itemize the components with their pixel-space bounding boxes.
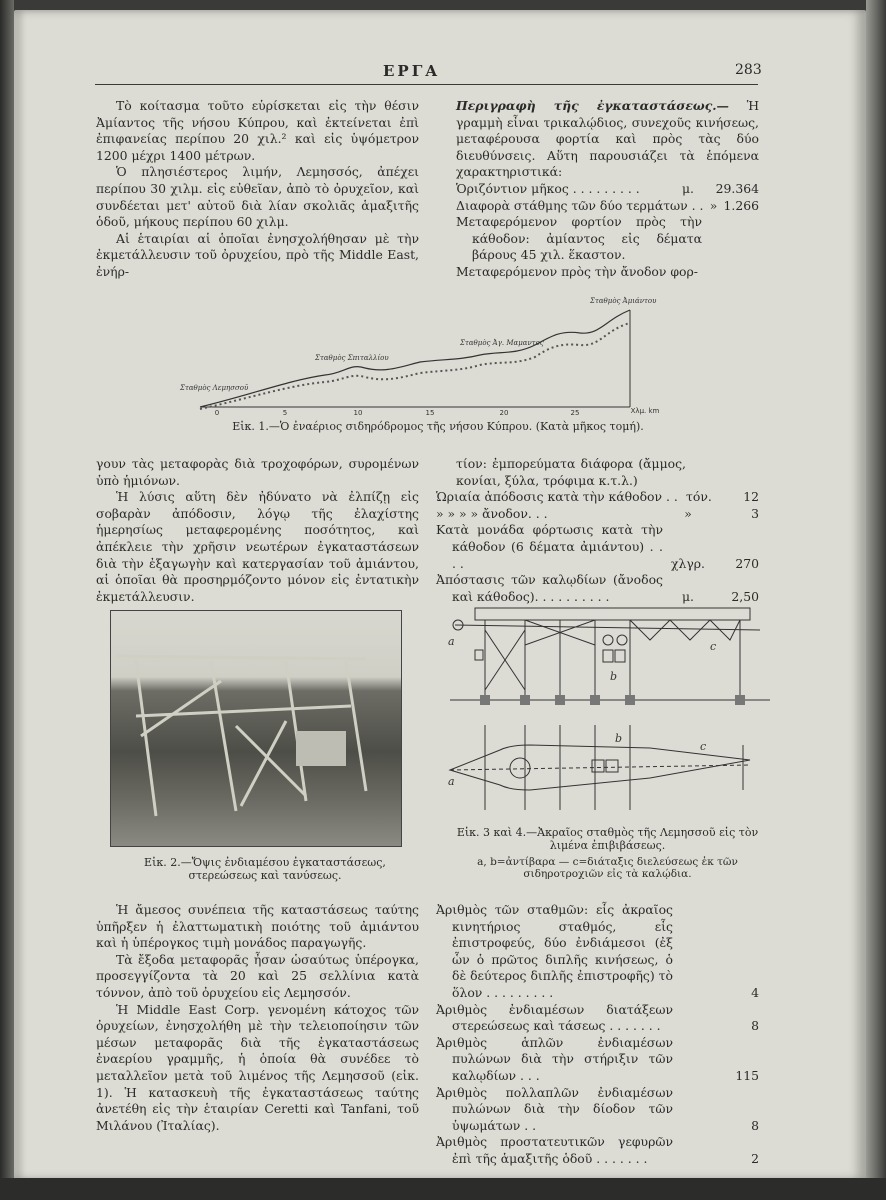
label-b: b <box>615 732 623 745</box>
spec-row: Διαφορὰ στάθμης τῶν δύο τερμάτων . . » 1.266 <box>456 197 759 213</box>
paragraph: Ἡ Middle East Corp. γενομένη κάτοχος τῶν ὀρυχείων, ἐνησχολήθη μὲ τὴν τελειοποίησιν τῶν μέσων μεταφορᾶς διὰ τῆς ἐγκαταστάσεως ἐναερίου γραμμῆς, ἡ ὁποία θὰ συνέδεε τὸ μεταλλεῖον μετὰ τοῦ λιμένος τῆς Λεμησσοῦ (εἰκ. 1). Ἡ κατασκευὴ τῆς ἐγκαταστάσεως ταύτης ἀνετέθη εἰς τὴν ἑταιρίαν Ceretti καὶ Tanfani, τοῦ Μιλάνου (Ἰταλίας). <box>96 1001 419 1133</box>
figure-3-4-station-diagram <box>440 600 770 820</box>
tick-label: 15 <box>425 409 435 417</box>
header-rule <box>95 84 758 85</box>
right-column-top <box>456 98 759 281</box>
drive-wheel <box>510 758 530 778</box>
book-spine <box>0 0 14 1200</box>
count-row: Ἀριθμὸς πολλαπλῶν ἐνδιαμέσων πυλώνων διὰ τὴν δίοδον τῶν ὑψωμάτων . . 8 <box>436 1084 759 1133</box>
figure-3-4-legend: a, b=ἀντίβαρα — c=διάταξις διελεύσεως ἐκ τῶν σιδηροτροχιῶν εἰς τὰ καλῴδια. <box>477 856 738 880</box>
figure-3-4-caption <box>440 826 775 880</box>
figure-2-caption: Εἰκ. 2.—Ὄψις ἐνδιαμέσου ἐγκαταστάσεως, στερεώσεως καὶ τανύσεως. <box>144 856 386 882</box>
running-header: ΕΡΓΑ <box>383 62 440 80</box>
station-label: Σταθμὸς Σπιταλλίου <box>315 354 389 362</box>
label-c: c <box>710 640 717 653</box>
paragraph: Μεταφερόμενον πρὸς τὴν ἄνοδον φορ- <box>456 263 698 279</box>
tick-label: 10 <box>353 409 363 417</box>
paragraph: τίον: ἐμπορεύματα διάφορα (ἄμμος, κονίαι, ξύλα, τρόφιμα κ.τ.λ.) <box>456 456 686 488</box>
station-label: Σταθμὸς Ἀγ. Μαμαντος <box>460 339 544 347</box>
terrain-profile-line <box>200 323 630 409</box>
paragraph: Τὰ ἔξοδα μεταφορᾶς ἦσαν ὡσαύτως ὑπέρογκα, προσεγγίζοντα τὰ 20 καὶ 25 σελλίνια κατὰ τόννον, ἀπὸ τοῦ ὀρυχείου εἰς Λεμησσόν. <box>96 951 419 1000</box>
spec-row: Κατὰ μονάδα φόρτωσις κατὰ τὴν κάθοδον (6 δέματα ἀμιάντου) . . . . χλγρ. 270 <box>436 522 759 571</box>
tick-label: 20 <box>499 409 509 417</box>
label-a: a <box>448 635 455 648</box>
count-row: Ἀριθμὸς ἁπλῶν ἐνδιαμέσων πυλώνων διὰ τὴν στήριξιν τῶν καλῳδίων . . . 115 <box>436 1034 759 1083</box>
axis-unit-label: Χλμ. km <box>630 407 660 415</box>
paragraph <box>456 98 759 181</box>
left-column-bottom <box>96 902 419 1134</box>
figure-2-photograph <box>110 610 402 847</box>
pylon-structure-sketch <box>111 611 401 846</box>
figure-1-profile-diagram <box>160 285 700 425</box>
paragraph: Ἡ ἄμεσος συνέπεια τῆς καταστάσεως ταύτης ὑπῆρξεν ἡ ἐλαττωματικὴ ποιότης τοῦ ἀμιάντου καὶ ἡ ὑπέρογκος τιμὴ μονάδος παραγωγῆς. <box>96 902 419 951</box>
cargo-bundle <box>296 731 346 766</box>
paragraph: Τὸ κοίτασμα τοῦτο εὑρίσκεται εἰς τὴν θέσιν Ἀμίαντος τῆς νήσου Κύπρου, καὶ ἐκτείνεται ἐπὶ ἐπιφανείας περίπου 20 χιλ.² καὶ εἰς ὑψόμετρον 1200 μέχρι 1400 μέτρων. <box>96 98 419 163</box>
page-number: 283 <box>735 62 762 78</box>
count-row: Ἀριθμὸς προστατευτικῶν γεφυρῶν ἐπὶ τῆς ἁμαξιτῆς ὁδοῦ . . . . . . . 2 <box>436 1134 759 1166</box>
paragraph: Ἡ λύσις αὕτη δὲν ἠδύνατο νὰ ἐλπίζῃ εἰς σοβαρὰν ἀπόδοσιν, λόγῳ τῆς ἐλαχίστης ἡμερησίως μεταφερομένης ποσότητος, καὶ ἀπέκλειε τὴν χρῆσιν νεωτέρων ἐγκαταστάσεων διὰ τὴν ἐξαγωγὴν καὶ κατεργασίαν τοῦ ἀμιάντου, αἱ ὁποῖαι θὰ προσηρμόζοντο μόνον εἰς ἐντατικὴν ἐκμετάλλευσιν. <box>96 489 419 604</box>
section-heading: Περιγραφὴ τῆς ἐγκαταστάσεως.— <box>456 98 729 113</box>
station-label: Σταθμὸς Λεμησσοῦ <box>180 384 249 392</box>
label-a: a <box>448 775 455 788</box>
tick-label: 5 <box>282 409 288 417</box>
paragraph: Ὁ πλησιέστερος λιμήν, Λεμησσός, ἀπέχει περίπου 30 χιλμ. εἰς εὐθεῖαν, ἀπὸ τὸ ὀρυχεῖον, καὶ συνδέεται μετ' αὐτοῦ διὰ λίαν σκολιᾶς ἁμαξιτῆς ὁδοῦ, μήκους περίπου 60 χιλμ. <box>96 164 419 230</box>
paragraph: γουν τὰς μεταφορὰς διὰ τροχοφόρων, συρομένων ὑπὸ ἡμιόνων. <box>96 456 419 488</box>
tick-label: 0 <box>214 409 220 417</box>
roof-truss <box>475 608 750 620</box>
spec-row: » » » » ἄνοδον. . . » 3 <box>436 505 759 521</box>
page-edge <box>866 0 886 1200</box>
count-row: Ἀριθμὸς ἐνδιαμέσων διατάξεων στερεώσεως καὶ τάσεως . . . . . . . 8 <box>436 1001 759 1034</box>
figure-3-4-title: Εἰκ. 3 καὶ 4.—Ἀκραῖος σταθμὸς τῆς Λεμησσοῦ εἰς τὸν λιμένα ἐπιβιβάσεως. <box>456 826 759 852</box>
label-b: b <box>610 670 618 683</box>
spec-row: Ἀπόστασις τῶν καλῳδίων (ἄνοδος καὶ κάθοδος). . . . . . . . . . μ. 2,50 <box>436 572 759 604</box>
tick-label: 25 <box>570 409 580 417</box>
paragraph: Αἱ ἑταιρίαι αἱ ὁποῖαι ἐνησχολήθησαν μὲ τὴν ἐκμετάλλευσιν τοῦ ὀρυχείου, πρὸ τῆς Middle East, ἐνήρ- <box>96 230 419 279</box>
right-column-middle <box>436 456 759 605</box>
book-bottom-shadow <box>0 1178 886 1200</box>
left-column-top <box>96 98 419 281</box>
right-column-bottom <box>436 902 759 1168</box>
label-c: c <box>700 740 707 753</box>
spec-row: Ὡριαία ἀπόδοσις κατὰ τὴν κάθοδον . . τόν. 12 <box>436 489 759 505</box>
count-row: Ἀριθμὸς τῶν σταθμῶν: εἷς ἀκραῖος κινητήριος σταθμός, εἷς ἐπιστροφεύς, δύο ἐνδιάμεσοι (ἐξ ὧν ὁ πρῶτος διπλῆς κινήσεως, ὁ δὲ δεύτερος διπλῆς ἐπιστροφῆς) τὸ ὅλον . . . . . . . . . 4 <box>436 902 759 1000</box>
figure-1-caption: Εἰκ. 1.—Ὁ ἐναέριος σιδηρόδρομος τῆς νήσου Κύπρου. (Κατὰ μῆκος τομή). <box>232 420 644 433</box>
station-label: Σταθμὸς Ἀμιάντου <box>590 297 657 305</box>
section-intro: Ἡ γραμμὴ εἶναι τρικαλῴδιος, συνεχοῦς κινήσεως, μεταφέρουσα φορτία καὶ πρὸς τὰς δύο διευθύνσεις. Αὕτη παρουσιάζει τὰ ἑπόμενα χαρακτηριστικά: <box>456 98 760 180</box>
left-column-middle <box>96 456 419 605</box>
spec-row: Ὁριζόντιον μῆκος . . . . . . . . . μ. 29.364 <box>456 180 759 196</box>
paragraph: Μεταφερόμενον φορτίον πρὸς τὴν κάθοδον: ἀμίαντος εἰς δέματα βάρους 45 χιλ. ἕκαστον. <box>456 214 702 263</box>
